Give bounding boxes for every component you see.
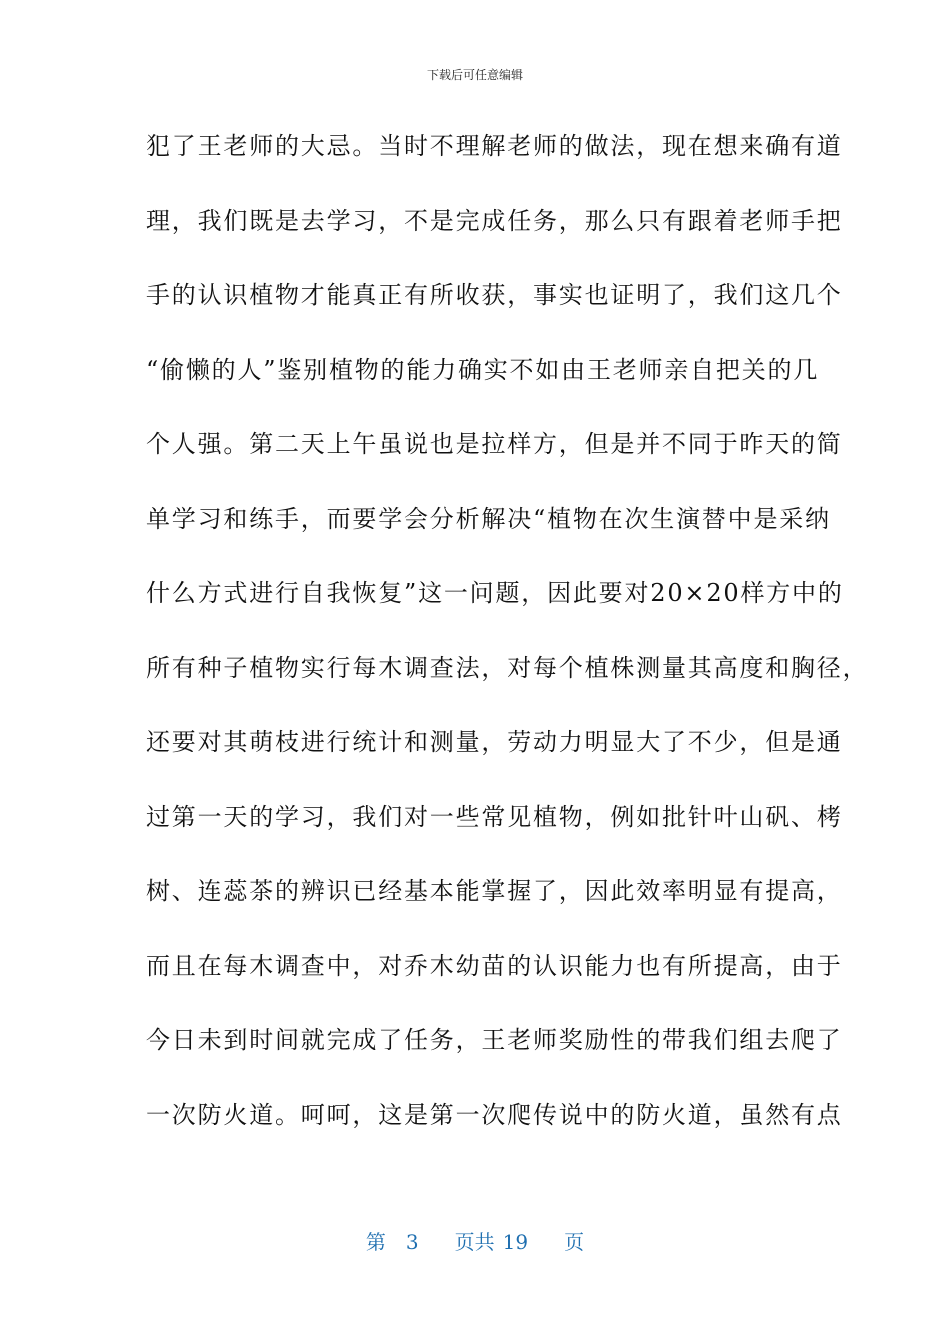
footer-prefix: 第	[365, 1230, 386, 1254]
body-line: 一次防火道。呵呵，这是第一次爬传说中的防火道，虽然有点	[146, 1100, 843, 1129]
body-line: 什么方式进行自我恢复”这一问题，因此要对20×20样方中的	[146, 579, 844, 607]
footer-current-page: 3	[405, 1230, 419, 1254]
body-line: 而且在每木调查中，对乔木幼苗的认识能力也有所提高，由于	[146, 951, 843, 980]
footer-total-pages: 19	[502, 1230, 529, 1254]
body-line: 所有种子植物实行每木调查法，对每个植株测量其高度和胸径，	[146, 653, 869, 682]
body-line: 理，我们既是去学习，不是完成任务，那么只有跟着老师手把	[146, 206, 843, 235]
footer-middle: 页共	[454, 1230, 495, 1254]
footer-suffix: 页	[564, 1230, 585, 1254]
body-line: 犯了王老师的大忌。当时不理解老师的做法，现在想来确有道	[146, 132, 843, 160]
body-line: 单学习和练手，而要学会分析解决“植物在次生演替中是采纳	[146, 504, 831, 533]
body-line: 今日未到时间就完成了任务，王老师奖励性的带我们组去爬了	[146, 1026, 843, 1054]
body-line: 过第一天的学习，我们对一些常见植物，例如批针叶山矾、栲	[146, 802, 843, 831]
page-footer	[0, 1226, 950, 1255]
body-line: 还要对其萌枝进行统计和测量，劳动力明显大了不少，但是通	[146, 728, 843, 756]
body-line: “偷懒的人”鉴别植物的能力确实不如由王老师亲自把关的几	[146, 355, 820, 384]
body-line: 树、连蕊茶的辨识已经基本能掌握了，因此效率明显有提高，	[146, 877, 843, 905]
body-text	[146, 124, 869, 1167]
body-line: 手的认识植物才能真正有所收获，事实也证明了，我们这几个	[146, 281, 843, 309]
header-note: 下载后可任意编辑	[426, 68, 523, 82]
body-line: 个人强。第二天上午虽说也是拉样方，但是并不同于昨天的简	[146, 430, 843, 458]
